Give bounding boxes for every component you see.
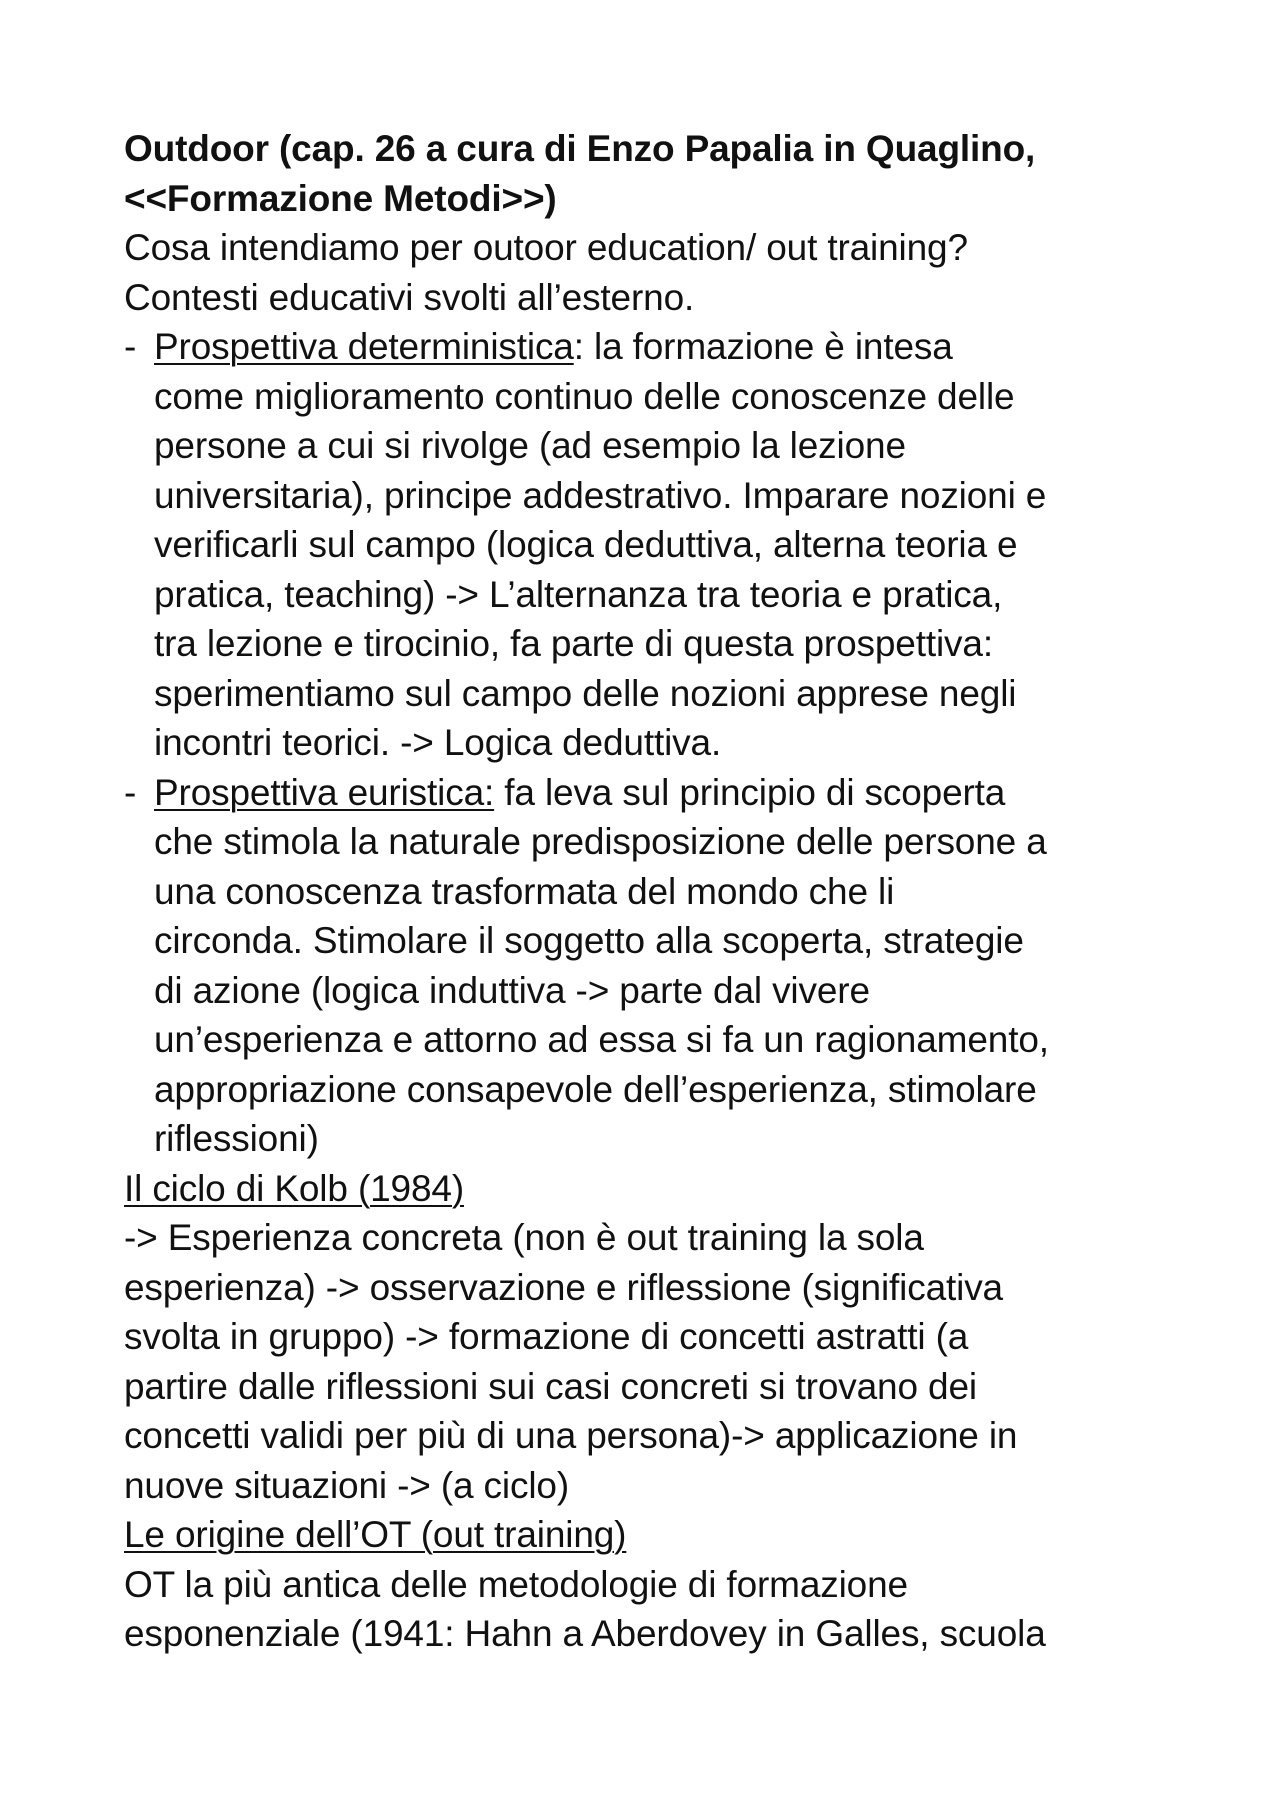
text-line: pratica, teaching) -> L’alternanza tra teoria e pratica, (154, 573, 1003, 615)
text-line: esperienza) -> osservazione e riflessione (significativa (124, 1266, 1003, 1308)
text-line: tra lezione e tirocinio, fa parte di questa prospettiva: (154, 623, 993, 664)
document-title (124, 124, 1184, 223)
bullet-heuristic (124, 768, 1184, 1164)
text-line: una conoscenza trasformata del mondo che li (154, 870, 895, 912)
bullet-term: Prospettiva euristica: (154, 771, 495, 813)
text-line: OT la più antica delle metodologie di formazione (124, 1563, 908, 1605)
text-line: incontri teorici. -> Logica deduttiva. (154, 722, 722, 763)
text-line: Cosa intendiamo per outoor education/ out training? (124, 227, 968, 268)
bullet-dash: - (124, 326, 137, 367)
text-line: riflessioni) (154, 1118, 319, 1159)
bullet-term: Prospettiva deterministica (154, 326, 574, 367)
origins-section (124, 1510, 1184, 1659)
bullet-first-rest: fa leva sul principio di scoperta (494, 771, 1006, 813)
text-line: concetti validi per più di una persona)-> applicazione in (124, 1415, 1018, 1456)
document-page (124, 124, 1184, 1659)
text-line: nuove situazioni -> (a ciclo) (124, 1464, 569, 1506)
text-line: che stimola la naturale predisposizione delle persone a (154, 821, 1047, 862)
text-line: persone a cui si rivolge (ad esempio la lezione (154, 425, 906, 466)
intro-paragraph (124, 223, 1184, 322)
kolb-heading: Il ciclo di Kolb (1984) (124, 1167, 464, 1209)
bullet-deterministic (124, 322, 1184, 768)
text-line: come miglioramento continuo delle conoscenze delle (154, 375, 1015, 417)
text-line: sperimentiamo sul campo delle nozioni apprese negli (154, 672, 1017, 714)
text-line: Contesti educativi svolti all’esterno. (124, 276, 695, 318)
text-line: verificarli sul campo (logica deduttiva, alterna teoria e (154, 524, 1018, 565)
title-line: <<Formazione Metodi>>) (124, 177, 557, 219)
bullet-dash: - (124, 771, 137, 813)
bullet-first-line (154, 768, 1184, 818)
text-line: esponenziale (1941: Hahn a Aberdovey in Galles, scuola (124, 1613, 1046, 1654)
text-line: universitaria), principe addestrativo. Imparare nozioni e (154, 474, 1047, 516)
bullet-first-rest: : la formazione è intesa (573, 326, 953, 367)
text-line: partire dalle riflessioni sui casi concreti si trovano dei (124, 1365, 977, 1407)
origins-heading: Le origine dell’OT (out training) (124, 1514, 627, 1555)
text-line: circonda. Stimolare il soggetto alla scoperta, strategie (154, 920, 1024, 961)
text-line: svolta in gruppo) -> formazione di concetti astratti (a (124, 1316, 969, 1357)
bullet-first-line (154, 322, 1184, 372)
title-line: Outdoor (cap. 26 a cura di Enzo Papalia in Quaglino, (124, 128, 1036, 169)
text-line: appropriazione consapevole dell’esperienza, stimolare (154, 1068, 1037, 1110)
text-line: un’esperienza e attorno ad essa si fa un ragionamento, (154, 1019, 1049, 1060)
text-line: -> Esperienza concreta (non è out training la sola (124, 1217, 924, 1258)
kolb-section (124, 1164, 1184, 1511)
text-line: di azione (logica induttiva -> parte dal vivere (154, 969, 870, 1011)
